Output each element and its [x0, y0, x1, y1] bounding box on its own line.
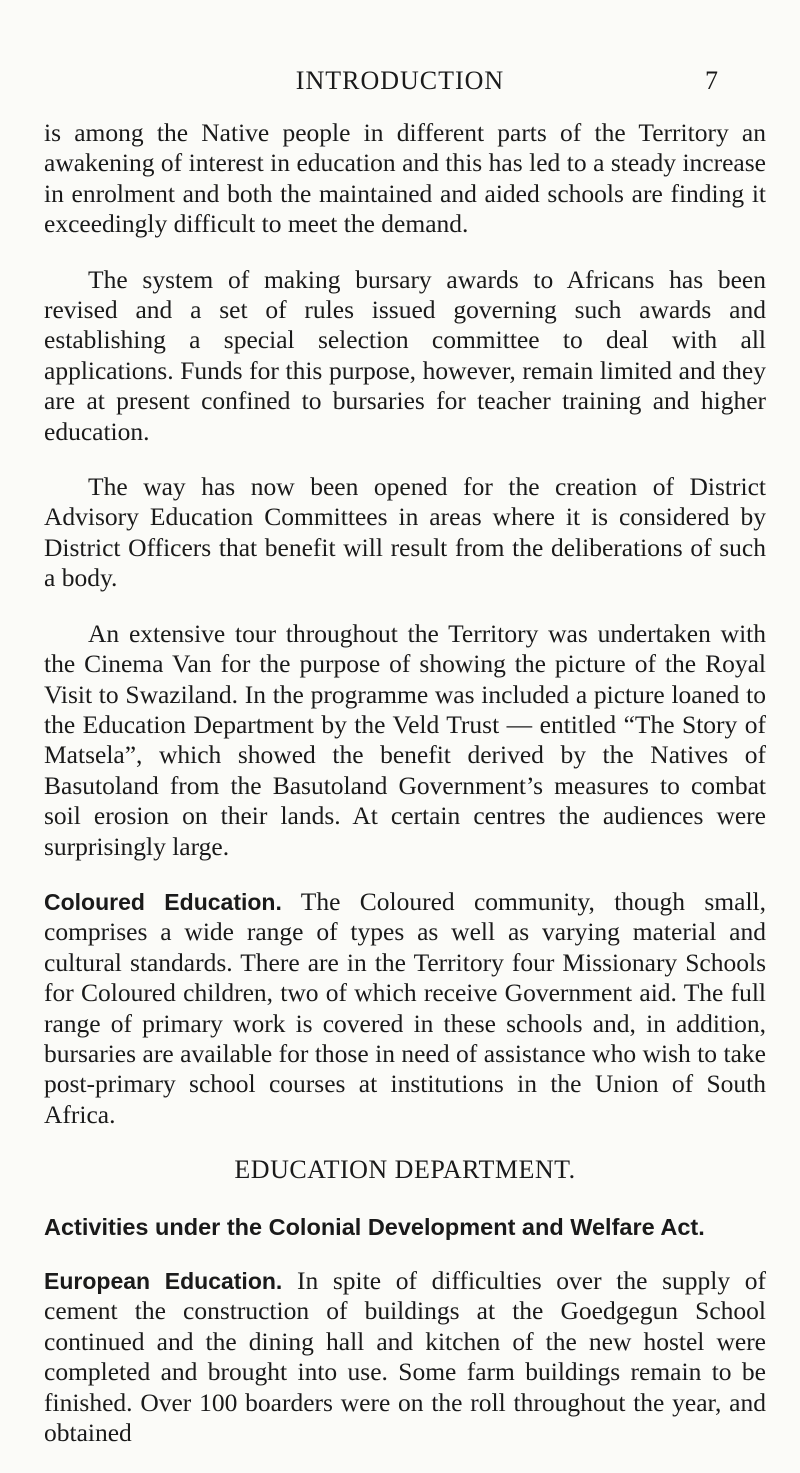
coloured-education-lead: Coloured Education. [44, 888, 282, 915]
running-head [0, 66, 800, 106]
coloured-education-text: The Coloured community, though small, comprises a wide range of types as well as varying material and cultural standards. There are in the Territory four Missionary Schools for Coloured children, two of which receive Government aid. The full range of primary work is covered in these schools and, in addition, bursaries are available for those in need of assistance who wish to take post-primary school courses at institutions in the Union of South Africa. [44, 886, 766, 1129]
european-education-lead: European Education. [44, 1268, 283, 1294]
running-title: INTRODUCTION [295, 66, 505, 95]
paragraph-continuation: is among the Native people in different parts of the Territory an awakening of interest in education and this has led to a steady increase in enrolment and both the maintained and aided schools are finding it exceedingly difficult to meet the demand. [44, 118, 766, 239]
paragraph-advisory-committees: The way has now been opened for the creation of District Advisory Education Committees in areas where it is considered by District Officers that benefit will result from the deliberations of such a body. [44, 472, 766, 593]
paragraph-cinema-tour: An extensive tour throughout the Territory was undertaken with the Cinema Van for the purpose of showing the picture of the Royal Visit to Swaziland. In the programme was included a picture loaned to the Education Department by the Veld Trust — entitled “The Story of Matsela”, which showed the benefit derived by the Natives of Basutoland from the Basutoland Government’s measures to combat soil erosion on their lands. At certain centres the audiences were surprisingly large. [44, 618, 766, 861]
paragraph-coloured-education [44, 887, 766, 1130]
subsection-heading: Activities under the Colonial Development and Welfare Act. [44, 1213, 705, 1240]
paragraph-bursary-awards: The system of making bursary awards to Africans has been revised and a set of rules issued governing such awards and establishing a special selection committee to deal with all applications. Funds for this purpose, however, remain limited and they are at present confined to bursaries for teacher training and higher education. [44, 264, 766, 446]
paragraph-european-education [44, 1266, 766, 1448]
body-text [44, 118, 766, 1473]
page-number: 7 [705, 66, 718, 95]
section-heading: EDUCATION DEPARTMENT. [234, 1155, 576, 1185]
european-education-text: In spite of difficulties over the supply of cement the construction of buildings at the Goedgegun School continued and the dining hall and kitchen of the new hostel were completed and brought into use. Some farm buildings remain to be finished. Over 100 boarders were on the roll throughout the year, and obtained [44, 1266, 766, 1448]
